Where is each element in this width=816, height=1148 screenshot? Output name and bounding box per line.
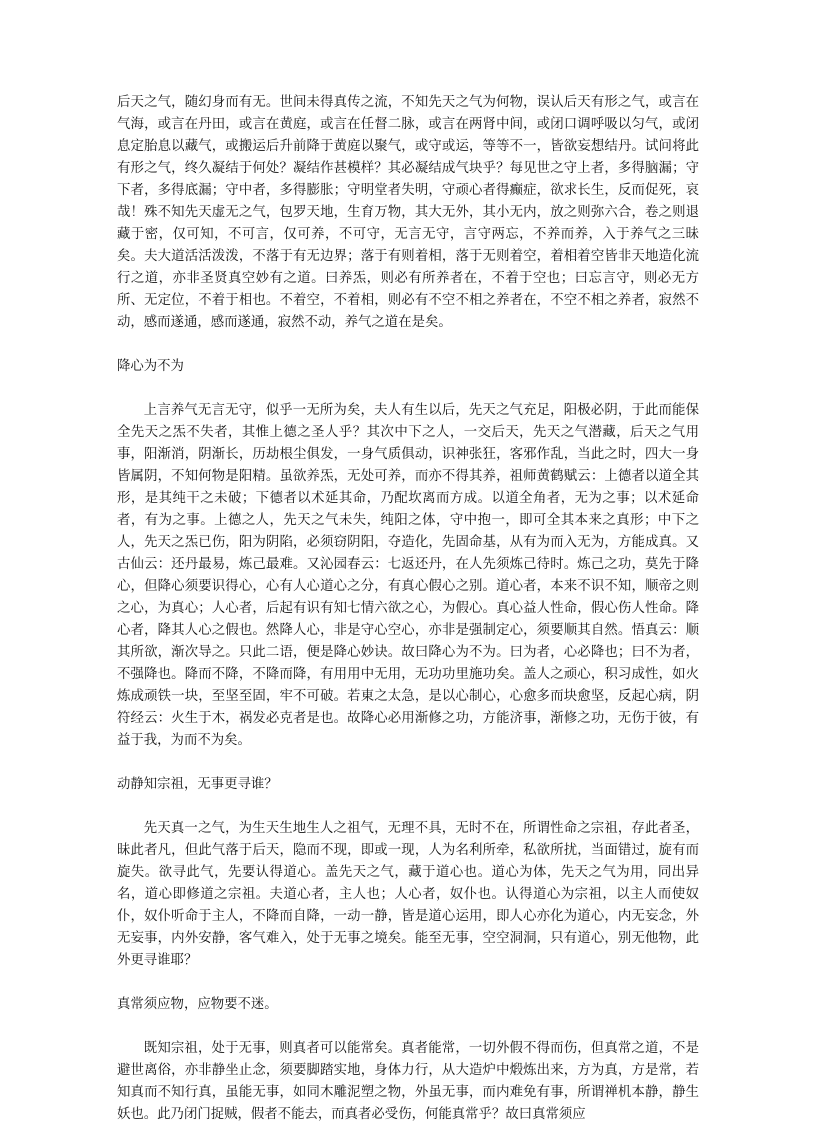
section-heading-true-constant: 真常须应物，应物要不迷。	[117, 997, 278, 1012]
paragraph-subdue-mind: 上言养气无言无守，似乎一无所为矣，夫人有生以后，先天之气充足，阳极必阴，于此而能保全先天之炁不失者，其惟上德之圣人乎？其次中下之人，一交后天，先天之气潜藏，后天之气用事，阳渐消，阴渐长，历劫根尘俱发，一身气质俱动，识神张狂，客邪作乱，当此之时，四大一身皆属阴，不知何物是阳精。虽欲养炁，无处可养，而亦不得其养，祖师黄鹤赋云：上德者以道全其形，是其纯干之未破；下德者以术延其命，乃配坎离而方成。以道全角者，无为之事；以术延命者，有为之事。上德之人，先天之气未失，纯阳之体，守中抱一，即可全其本来之真形；中下之人，先天之炁已伤，阳为阴陷，必须窃阴阳，夺造化，先固命基，从有为而入无为，方能成真。又古仙云：还丹最易，炼己最难。又沁园春云：七返还丹，在人先须炼己待时。炼己之功，莫先于降心，但降心须要识得心，心有人心道心之分，有真心假心之别。道心者，本来不识不知，顺帝之则之心，为真心；人心者，后起有识有知七情六欲之心，为假心。真心益人性命，假心伤人性命。降心者，降其人心之假也。然降人心，非是守心空心，亦非是强制定心，须要顺其自然。悟真云：顺其所欲，渐次导之。只此二语，便是降心妙诀。故曰降心为不为。曰为者，心必降也；曰不为者，不强降也。降而不降，不降而降，有用用中无用，无功功里施功矣。盖人之顽心，积习成性，如火炼成顽铁一块，至坚至固，牢不可破。若東之太急，是以心制心，心愈多而块愈坚，反起心病，阴符经云：火生于木，祸发必克者是也。故降心必用渐修之功，方能济事，渐修之功，无伤于彼，有益于我，为而不为矣。	[117, 403, 699, 748]
section-heading-ancestor: 动静知宗祖，无事更寻谁？	[117, 777, 278, 792]
paragraph-true-constant: 既知宗祖，处于无事，则真者可以能常矣。真者能常，一切外假不得而伤，但真常之道，不是避世离俗，亦非静坐止念，须要脚踏实地，身体力行，从大造炉中煅炼出来，方为真，方是常，若知真而不知行真，虽能无事，如同木雕泥塑之物，外虽无事，而内难免有事，所谓禅机本静，静生妖也。此乃闭门捉贼，假者不能去，而真者必受伤，何能真常乎？故曰真常须应	[117, 1041, 699, 1122]
paragraph-ancestor: 先天真一之气，为生天生地生人之祖气，无理不具，无时不在，所谓性命之宗祖，存此者圣，昧此者凡，但此气落于后天，隐而不现，即或一现，人为名利所牵，私欲所扰，当面错过，旋有而旋失。欲寻此气，先要认得道心。盖先天之气，藏于道心也。道心为体，先天之气为用，同出异名，道心即修道之宗祖。夫道心者，主人也；人心者，奴仆也。认得道心为宗祖，以主人而使奴仆，奴仆听命于主人，不降而自降，一动一静，皆是道心运用，即人心亦化为道心，内无妄念，外无妄事，内外安静，客气难入，处于无事之境矣。能至无事，空空洞洞，只有道心，别无他物，此外更寻谁耶？	[117, 821, 699, 968]
paragraph-qi-nourishing: 后天之气，随幻身而有无。世间未得真传之流，不知先天之气为何物，误认后天有形之气，或言在气海，或言在丹田，或言在黄庭，或言在任督二脉，或言在两肾中间，或闭口调呼吸以匀气，或闭息定胎息以藏气，或搬运后升前降于黄庭以聚气，或守或运，等等不一，皆欲妄想结丹。试问将此有形之气，终久凝结于何处？凝结作甚模样？其必凝结成气块乎？每见世之守上者，多得脑漏；守下者，多得底漏；守中者，多得膨胀；守明堂者失明，守顽心者得癫症，欲求长生，反而促死，哀哉！殊不知先天虚无之气，包罗天地，生育万物，其大无外，其小无内，放之则弥六合，卷之则退藏于密，仅可知，不可言，仅可养，不可守，无言无守，言守两忘，不养而养，入于养气之三昧矣。夫大道活活泼泼，不落于有无边界；落于有则着相，落于无则着空，着相着空皆非天地造化流行之道，亦非圣贤真空妙有之道。曰养炁，则必有所养者在，不着于空也；曰忘言守，则必无方所、无定位，不着于相也。不着空，不着相，则必有不空不相之养者在，不空不相之养者，寂然不动，感而遂通，感而遂通，寂然不动，养气之道在是矣。	[117, 95, 699, 330]
document-page	[117, 92, 699, 1148]
section-heading-subdue-mind: 降心为不为	[117, 359, 184, 374]
